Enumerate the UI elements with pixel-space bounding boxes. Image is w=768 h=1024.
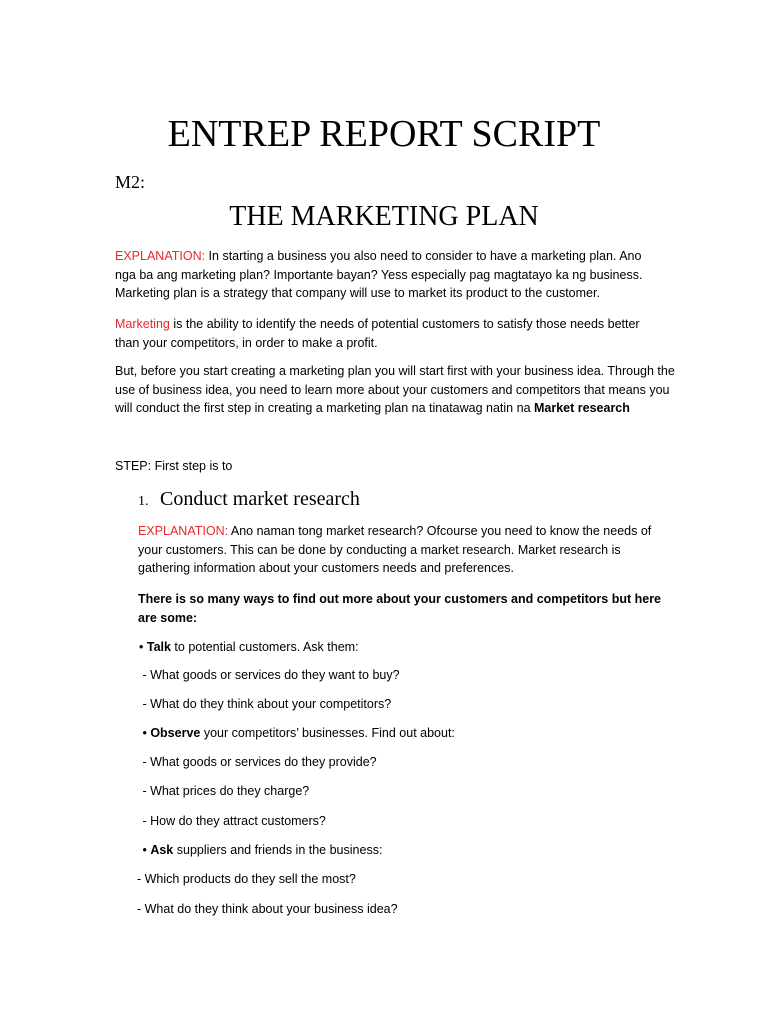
way-ask [139,841,382,859]
step-1-explanation-text: Ano naman tong market research? Ofcourse you need to know the needs of your customers. This can be done by conducting a market research. Market research is gathering information about your customers needs and preferences. [138,524,652,576]
explanation-label: EXPLANATION: [115,249,206,263]
way-talk [139,638,359,656]
definition-text: is the ability to identify the needs of potential customers to satisfy those needs better than your competitors, in order to make a profit. [115,317,640,350]
step-1-explanation [138,522,660,578]
ways-intro: There is so many ways to find out more about your customers and competitors but here are some: [138,592,662,625]
step-1-title: Conduct market research [160,488,360,510]
bullet: • [139,726,151,740]
step-1-explanation-label: EXPLANATION: [138,524,229,538]
definition-term: Marketing [115,317,170,331]
research-intro-text: But, before you start creating a marketing plan you will start first with your business idea. Through the use of business idea, you need to learn more about your customers and competitors that means you will conduct the first step in creating a marketing plan na tinatawag natin na [115,364,675,416]
question-item: - What do they think about your competitors? [139,697,392,711]
way-observe-keyword: Observe [150,726,201,740]
intro-text: In starting a business you also need to consider to have a marketing plan. Ano nga ba ang marketing plan? Importante bayan? Yess especially pag magtatayo ka ng business. Marketing plan is a strategy that company will use to market its product to the customer. [115,249,643,301]
question-item: - How do they attract customers? [139,814,326,828]
intro-paragraph [115,247,660,303]
bullet: • [139,843,151,857]
way-talk-keyword: Talk [146,640,171,654]
research-intro-paragraph [115,362,675,418]
way-ask-text: suppliers and friends in the business: [173,843,383,857]
question-item: - What goods or services do they want to buy? [139,668,400,682]
definition-paragraph [115,315,660,352]
section-title: THE MARKETING PLAN [229,201,539,232]
way-ask-keyword: Ask [150,843,174,857]
way-observe [139,724,455,742]
module-label: M2: [115,172,146,192]
question-item: - What prices do they charge? [139,784,310,798]
way-talk-text: to potential customers. Ask them: [170,640,359,654]
question-item: - Which products do they sell the most? [137,872,356,886]
step-line: STEP: First step is to [115,459,233,473]
bullet: • [139,640,147,654]
step-1-number: 1. [138,494,149,509]
document-title: ENTREP REPORT SCRIPT [167,113,601,155]
research-intro-bold: Market research [534,401,630,416]
question-item: - What do they think about your business idea? [137,902,398,916]
way-observe-text: your competitors’ businesses. Find out about: [200,726,455,740]
step-1-heading [138,486,360,515]
question-item: - What goods or services do they provide? [139,755,377,769]
